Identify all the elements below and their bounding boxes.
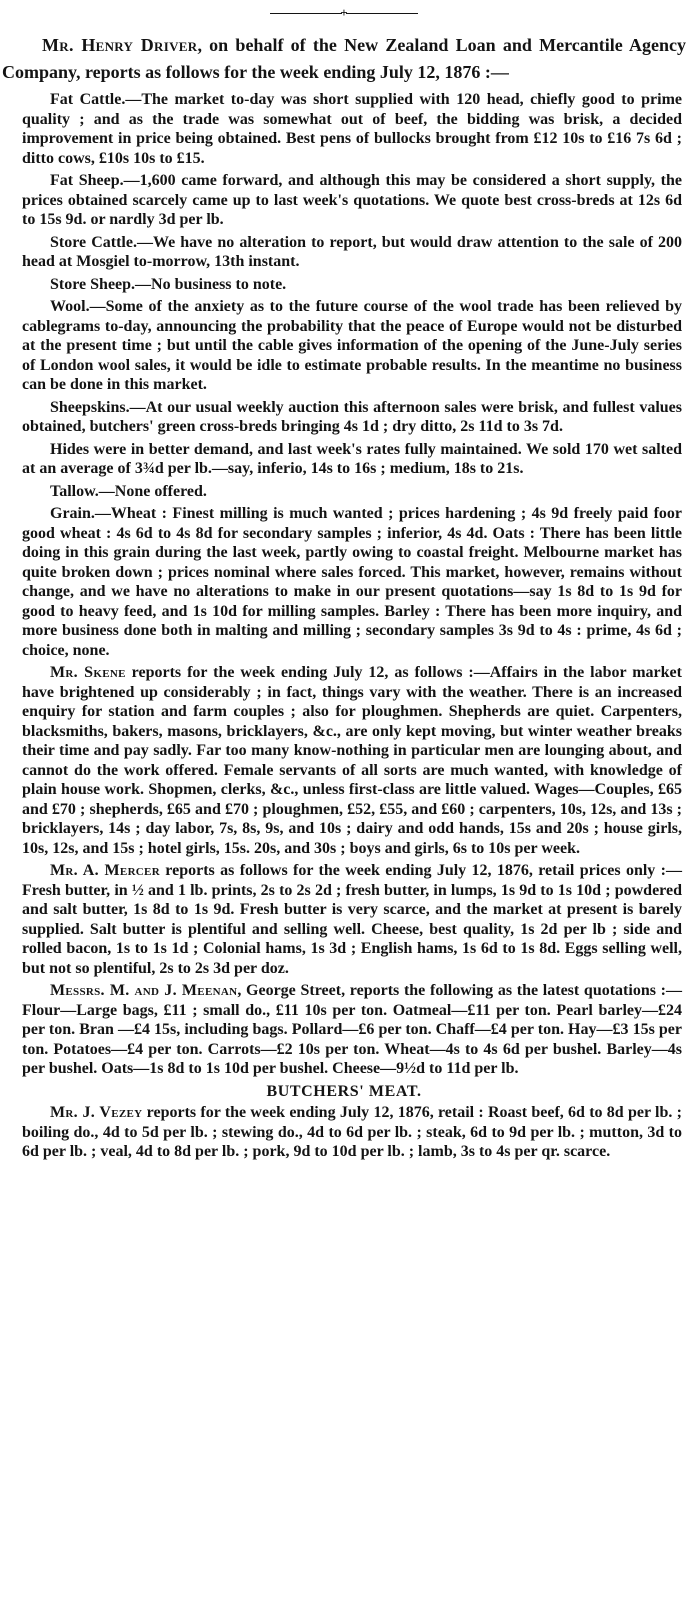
intro-paragraph: [2, 32, 686, 86]
report-text: , George Street, reports the following as the latest quotations :—Flour—Large bags, £11 ; small do., £11 10s per ton. Oatmeal—£11 per ton. Pearl barley—£24 per ton. Bran —£4 15s, including bags. Pollard—£6 per ton. Chaff—£4 per ton. Hay—£3 15s per ton. Potatoes—£4 per ton. Carrots—£2 10s per ton. Wheat—4s to 4s 6d per bushel. Barley—4s per bushel. Oats—1s 8d to 1s 10d per bushel. Cheese—9½d to 11d per lb.: [22, 982, 682, 1077]
report-text: Wheat : Finest milling is much wanted ; prices hardening ; 4s 9d freely paid foor good wheat : 4s 6d to 4s 8d for secondary samples ; inferior, 4s 4d. Oats : There has been little doing in this grain during the last week, partly owing to coastal freight. Melbourne market has quite broken down ; prices nominal where sales forced. This market, however, remains without change, and we have no alterations to make in our present quotations—say 1s 8d to 1s 9d for good to heavy feed, and 1s 10d for milling samples. Barley : There has been more inquiry, and more business done both in malting and milling ; secondary samples 3s 9d to 4s : prime, 4s 6d ; choice, none.: [22, 505, 682, 659]
reporter-name-driver: Mr. Henry Driver: [42, 35, 198, 55]
report-text: Hides were in better demand, and last week's rates fully maintained. We sold 170 wet salted at an average of 3¾d per lb.—say, inferio, 14s to 16s ; medium, 18s to 21s.: [22, 440, 682, 477]
report-store-cattle: [22, 233, 686, 272]
report-text: None offered.: [114, 482, 207, 500]
rule-line-right: [346, 13, 418, 14]
report-store-sheep: [22, 275, 686, 295]
report-text: At our usual weekly auction this afternoon sales were brisk, and fullest values obtained, butchers' green cross-breds bringing 4s 1d ; dry ditto, 2s 11d to 3s 7d.: [22, 398, 682, 435]
report-vezey-meat: [22, 1103, 686, 1162]
report-hides: [22, 440, 686, 479]
header-rule: [2, 6, 686, 20]
reporter-name-mercer: Mr. A. Mercer: [50, 862, 160, 879]
report-text: Some of the anxiety as to the future course of the wool trade has been relieved by cablegrams to-day, announcing the probability that the peace of Europe would not be disturbed at the present time ; but until the cable gives information of the opening of the June-July series of London wool sales, it would be idle to estimate probable results. In the meantime no business can be done in this market.: [22, 298, 682, 393]
report-text: reports for the week ending July 12, as follows :—Affairs in the labor market have brightened up considerably ; in fact, things vary with the weather. There is an increased enquiry for station and farm couples ; also for ploughmen. Shepherds are quiet. Carpenters, blacksmiths, bakers, masons, bricklayers, &c., are only kept moving, but winter weather breaks their time and pay sadly. Far too many know-nothing in particular men are lounging about, and cannot do the work offered. Female servants of all sorts are much wanted, with knowledge of plain house work. Shopmen, clerks, &c., unless first-class are little valued. Wages—Couples, £65 and £70 ; shepherds, £65 and £70 ; ploughmen, £52, £55, and £60 ; carpenters, 10s, 12s, and 13s ; bricklayers, 14s ; day labor, 7s, 8s, 9s, and 10s ; dairy and odd hands, 15s and 20s ; house girls, 10s, 12s, and 15s ; hotel girls, 15s. 20s, and 30s ; boys and girls, 6s to 10s per week.: [22, 664, 682, 857]
report-skene-labor: [22, 663, 686, 858]
report-sheepskins: [22, 398, 686, 437]
reporter-name-vezey: Mr. J. Vezey: [50, 1104, 143, 1121]
report-text: reports for the week ending July 12, 1876, retail : Roast beef, 6d to 8d per lb. ; boiling do., 4d to 5d per lb. ; stewing do., 4d to 6d per lb. ; steak, 6d to 9d per lb. ; mutton, 3d to 6d per lb. ; veal, 4d to 8d per lb. ; pork, 9d to 10d per lb. ; lamb, 3s to 4s per qr. scarce.: [22, 1104, 682, 1160]
report-label: Wool.—: [50, 298, 106, 315]
report-label: Store Sheep.—: [50, 275, 152, 293]
rule-ornament: +: [340, 5, 348, 21]
reporter-name-meenan: Messrs. M. and J. Meenan: [50, 982, 238, 999]
report-fat-sheep: [22, 171, 686, 230]
report-meenan-produce: [22, 981, 686, 1079]
report-label: Fat Sheep.—: [50, 172, 140, 189]
report-wool: [22, 297, 686, 395]
section-heading-butchers-meat: BUTCHERS' MEAT.: [266, 1082, 422, 1100]
intro-text: , on behalf of the New Zealand Loan and Mercantile Agency Company, reports as follows for the week ending July 12, 1876 :—: [2, 35, 687, 82]
report-text: reports as follows for the week ending July 12, 1876, retail prices only :—Fresh butter, in ½ and 1 lb. prints, 2s to 2s 2d ; fresh butter, in lumps, 1s 9d to 1s 10d ; powdered and salt butter, 1s 8d to 1s 9d. Fresh butter is very scarce, and the market at present is barely supplied. Salt butter is plentiful and selling well. Cheese, best quality, 1s 2d per lb ; side and rolled bacon, 1s to 1s 1d ; Colonial hams, 1s 3d ; English hams, 1s 6d to 1s 8d. Eggs selling well, but not so plentiful, 2s to 2s 3d per doz.: [22, 862, 682, 977]
reporter-name-skene: Mr. Skene: [50, 664, 126, 681]
report-label: Sheepskins.—: [50, 398, 146, 416]
report-label: Fat Cattle.—: [50, 91, 142, 108]
report-text: 1,600 came forward, and although this may be considered a short supply, the prices obtained scarcely came up to last week's quotations. We quote best cross-breds at 12s 6d to 15s 9d. or nardly 3d per lb.: [22, 172, 683, 228]
report-grain: [22, 504, 686, 660]
report-tallow: [22, 482, 686, 502]
report-text: The market to-day was short supplied with 120 head, chiefly good to prime quality ; and as the trade was somewhat out of beef, the bidding was brisk, a decided improvement in price being obtained. Best pens of bullocks brought from £12 10s to £16 7s 6d ; ditto cows, £10s 10s to £15.: [22, 91, 682, 167]
report-label: Store Cattle.—: [50, 233, 153, 251]
report-mercer-dairy: [22, 861, 686, 978]
rule-line-left: [270, 13, 342, 14]
report-text: No business to note.: [151, 275, 287, 293]
report-label: Tallow.—: [50, 482, 115, 500]
report-text: We have no alteration to report, but would draw attention to the sale of 200 head at Mosgiel to-morrow, 13th instant.: [22, 233, 682, 270]
report-label: Grain.—: [50, 505, 111, 522]
report-fat-cattle: [22, 90, 686, 168]
